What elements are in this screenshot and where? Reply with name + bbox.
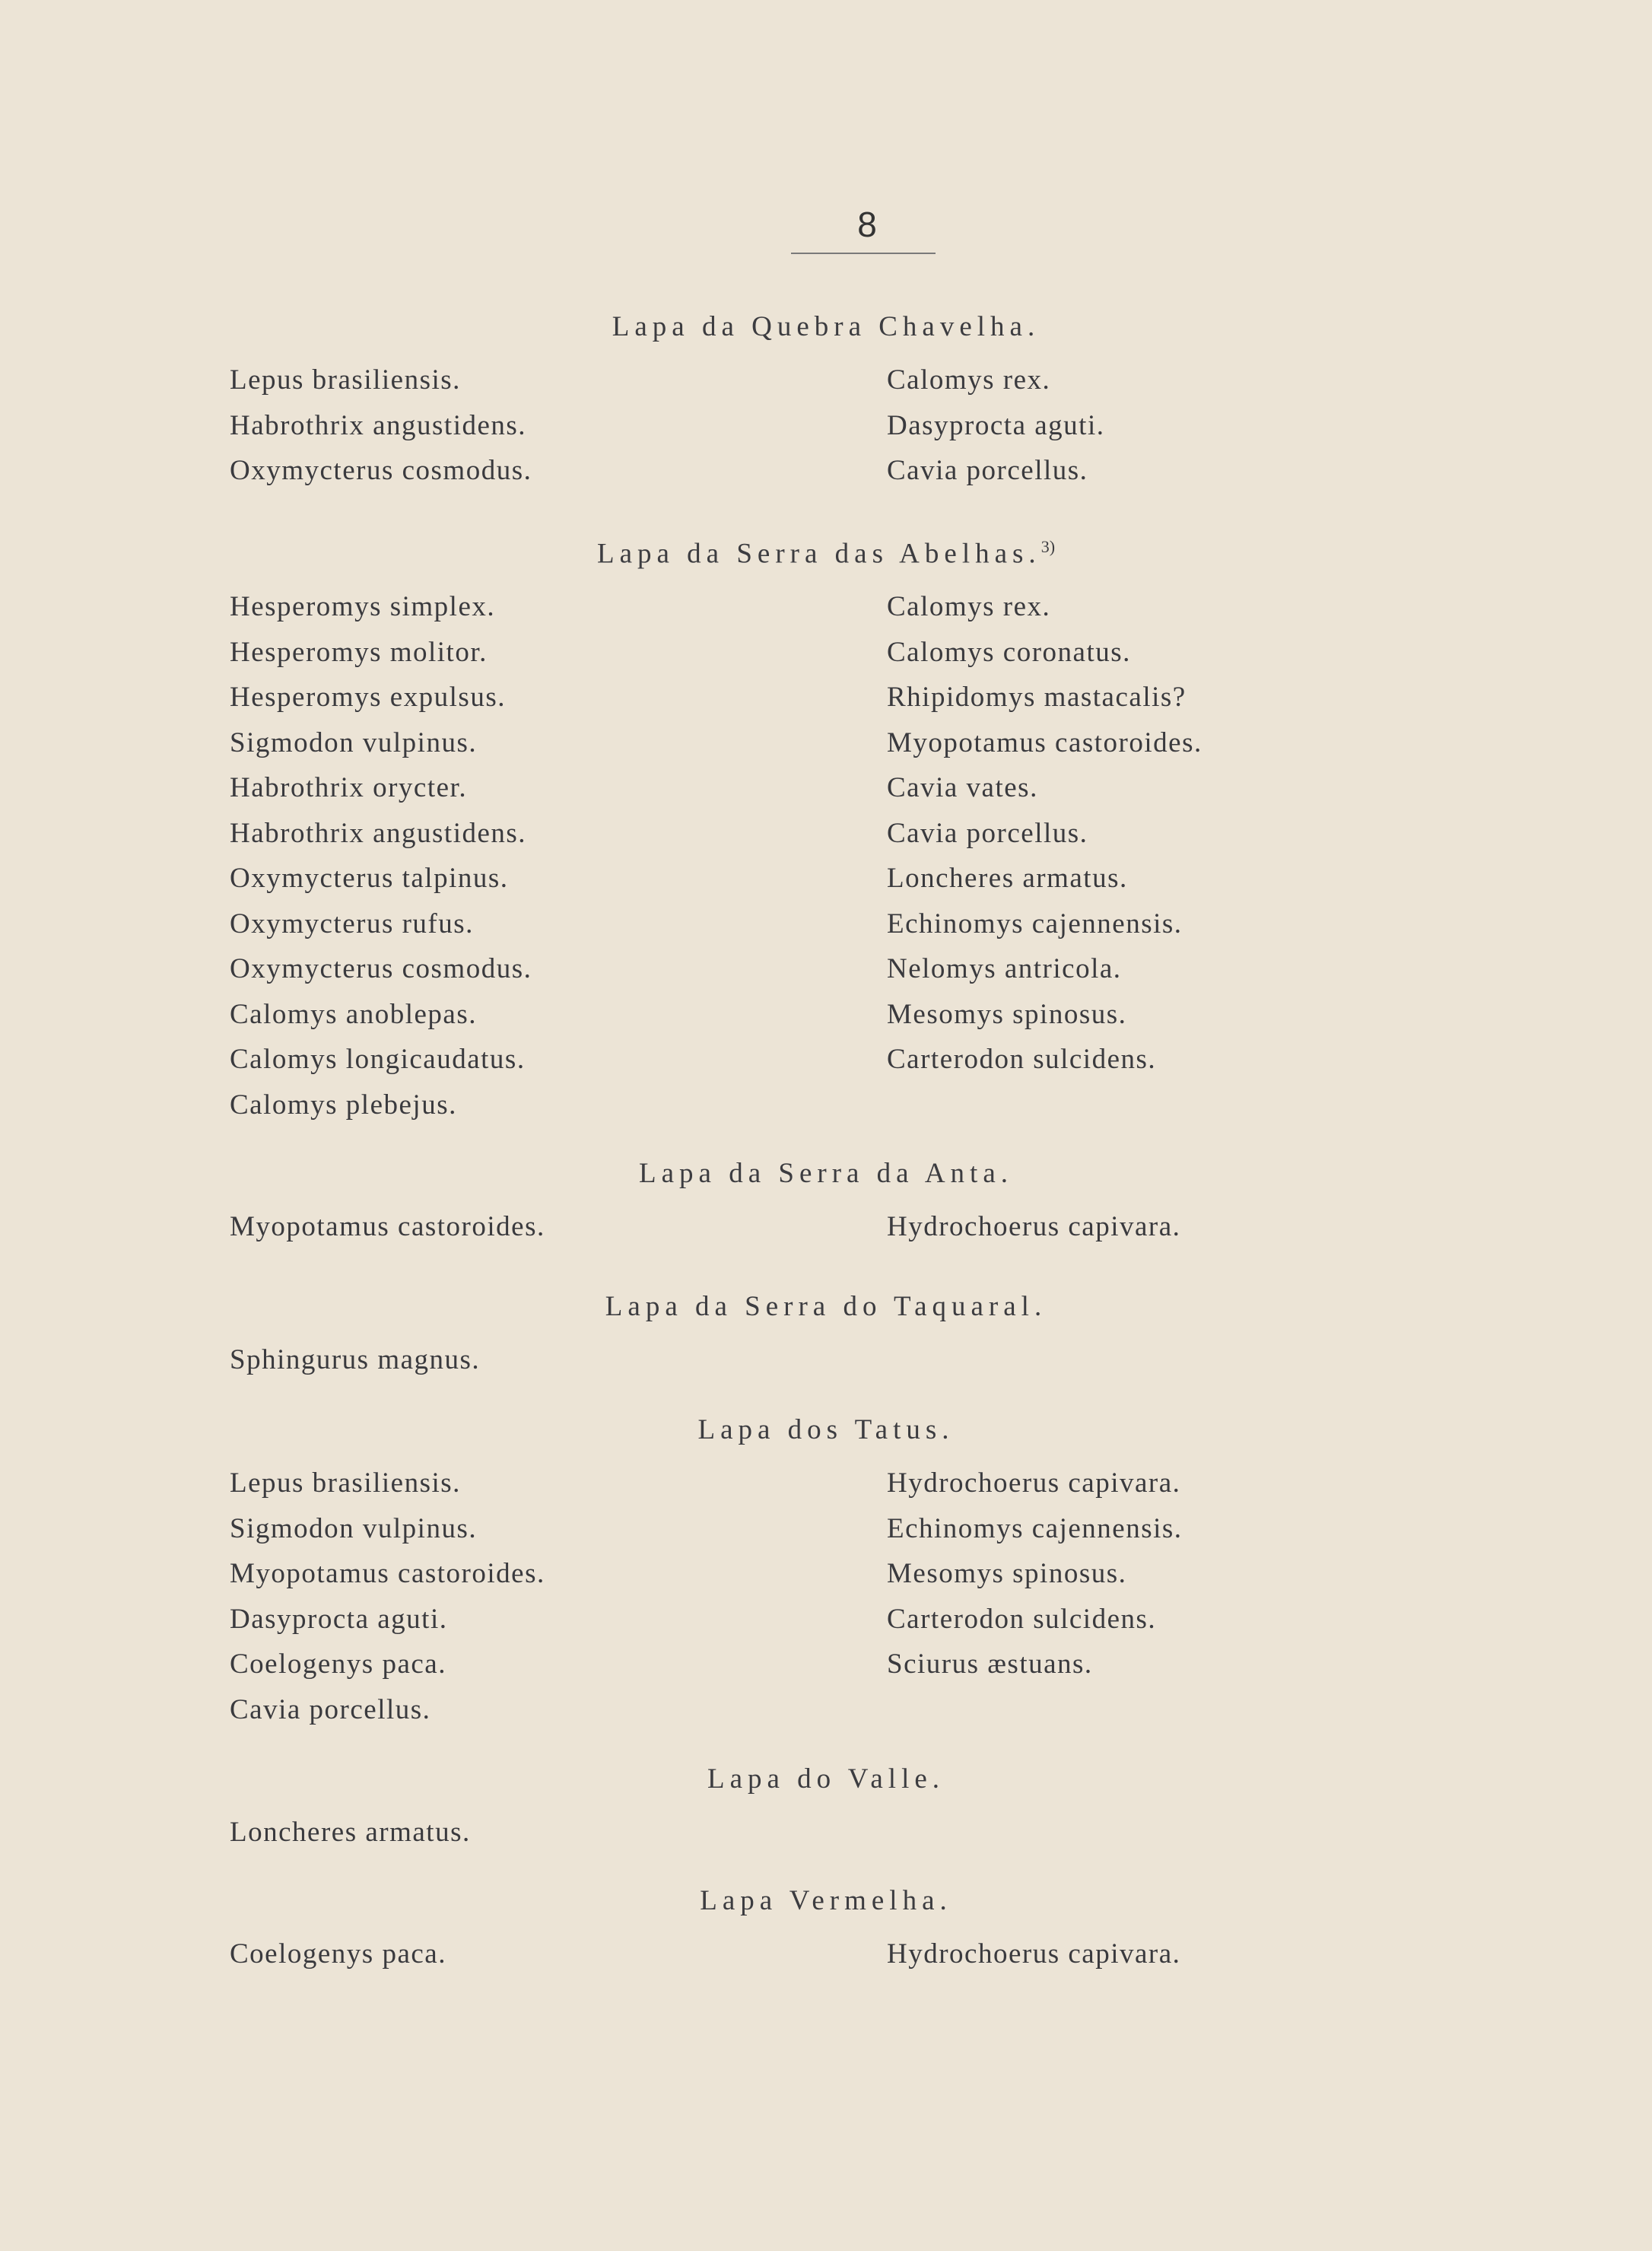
species-item: Sigmodon vulpinus.	[230, 1512, 478, 1544]
right-species-list	[887, 358, 1104, 494]
cave-heading: Lapa da Quebra Chavelha.	[612, 311, 1040, 342]
left-species-list	[230, 584, 532, 1127]
species-item: Habrothrix orycter.	[230, 772, 468, 803]
left-species-list	[230, 358, 532, 494]
species-item: Myopotamus castoroides.	[230, 1211, 545, 1242]
right-species-list	[887, 1461, 1183, 1687]
species-item: Cavia porcellus.	[230, 1693, 431, 1725]
right-species-list	[887, 1204, 1180, 1250]
cave-heading: Lapa dos Tatus.	[697, 1414, 955, 1445]
species-item: Coelogenys paca.	[230, 1938, 446, 1970]
species-item: Hydrochoerus capivara.	[887, 1938, 1181, 1970]
species-item: Sigmodon vulpinus.	[230, 726, 478, 758]
species-item: Myopotamus castoroides.	[887, 726, 1202, 758]
cave-heading: Lapa do Valle.	[707, 1763, 945, 1795]
species-item: Oxymycterus rufus.	[230, 908, 474, 940]
species-item: Myopotamus castoroides.	[230, 1558, 545, 1589]
species-item: Oxymycterus cosmodus.	[230, 953, 532, 984]
species-item: Sciurus æstuans.	[887, 1649, 1093, 1680]
species-item: Carterodon sulcidens.	[887, 1603, 1157, 1635]
species-item: Oxymycterus talpinus.	[230, 863, 509, 894]
species-item: Dasyprocta aguti.	[230, 1603, 448, 1635]
species-item: Rhipidomys mastacalis?	[887, 682, 1187, 713]
species-item: Oxymycterus cosmodus.	[230, 455, 532, 486]
species-item: Cavia vates.	[887, 772, 1038, 803]
footnote-marker: 3)	[1040, 537, 1056, 556]
species-item: Coelogenys paca.	[230, 1649, 446, 1680]
left-species-list	[230, 1337, 480, 1383]
species-item: Nelomys antricola.	[887, 953, 1122, 984]
species-item: Carterodon sulcidens.	[887, 1044, 1157, 1075]
species-item: Mesomys spinosus.	[887, 1558, 1127, 1589]
page-number: 8	[857, 205, 877, 244]
species-item: Hesperomys molitor.	[230, 636, 488, 668]
species-item: Calomys longicaudatus.	[230, 1044, 526, 1075]
right-species-list	[887, 584, 1202, 1083]
species-item: Hydrochoerus capivara.	[887, 1211, 1181, 1242]
species-item: Cavia porcellus.	[887, 455, 1088, 486]
species-item: Loncheres armatus.	[887, 863, 1128, 894]
cave-heading: Lapa da Serra das Abelhas.$^{3)}$	[596, 537, 1056, 570]
page-number-rule	[791, 253, 936, 254]
left-species-list	[230, 1931, 446, 1977]
cave-heading: Lapa da Serra do Taquaral.	[605, 1291, 1047, 1322]
left-species-list	[230, 1461, 545, 1732]
species-item: Hesperomys expulsus.	[230, 682, 506, 713]
species-item: Calomys anoblepas.	[230, 998, 478, 1030]
species-item: Dasyprocta aguti.	[887, 409, 1105, 441]
species-item: Sphingurus magnus.	[230, 1344, 481, 1375]
species-item: Calomys rex.	[887, 591, 1051, 622]
species-item: Loncheres armatus.	[230, 1817, 471, 1848]
species-item: Habrothrix angustidens.	[230, 817, 527, 849]
species-item: Echinomys cajennensis.	[887, 1512, 1183, 1544]
species-item: Lepus brasiliensis.	[230, 364, 461, 396]
species-item: Mesomys spinosus.	[887, 998, 1127, 1030]
left-species-list	[230, 1810, 471, 1855]
species-item: Habrothrix angustidens.	[230, 409, 527, 441]
right-species-list	[887, 1931, 1180, 1977]
species-item: Hesperomys simplex.	[230, 591, 496, 622]
species-item: Echinomys cajennensis.	[887, 908, 1183, 940]
species-item: Cavia porcellus.	[887, 817, 1088, 849]
species-item: Calomys plebejus.	[230, 1089, 457, 1121]
species-item: Calomys rex.	[887, 364, 1051, 396]
species-item: Hydrochoerus capivara.	[887, 1467, 1181, 1499]
species-item: Calomys coronatus.	[887, 636, 1131, 668]
left-species-list	[230, 1204, 545, 1250]
cave-heading: Lapa Vermelha.	[700, 1885, 952, 1916]
cave-heading: Lapa da Serra da Anta.	[639, 1158, 1013, 1189]
species-item: Lepus brasiliensis.	[230, 1467, 461, 1499]
